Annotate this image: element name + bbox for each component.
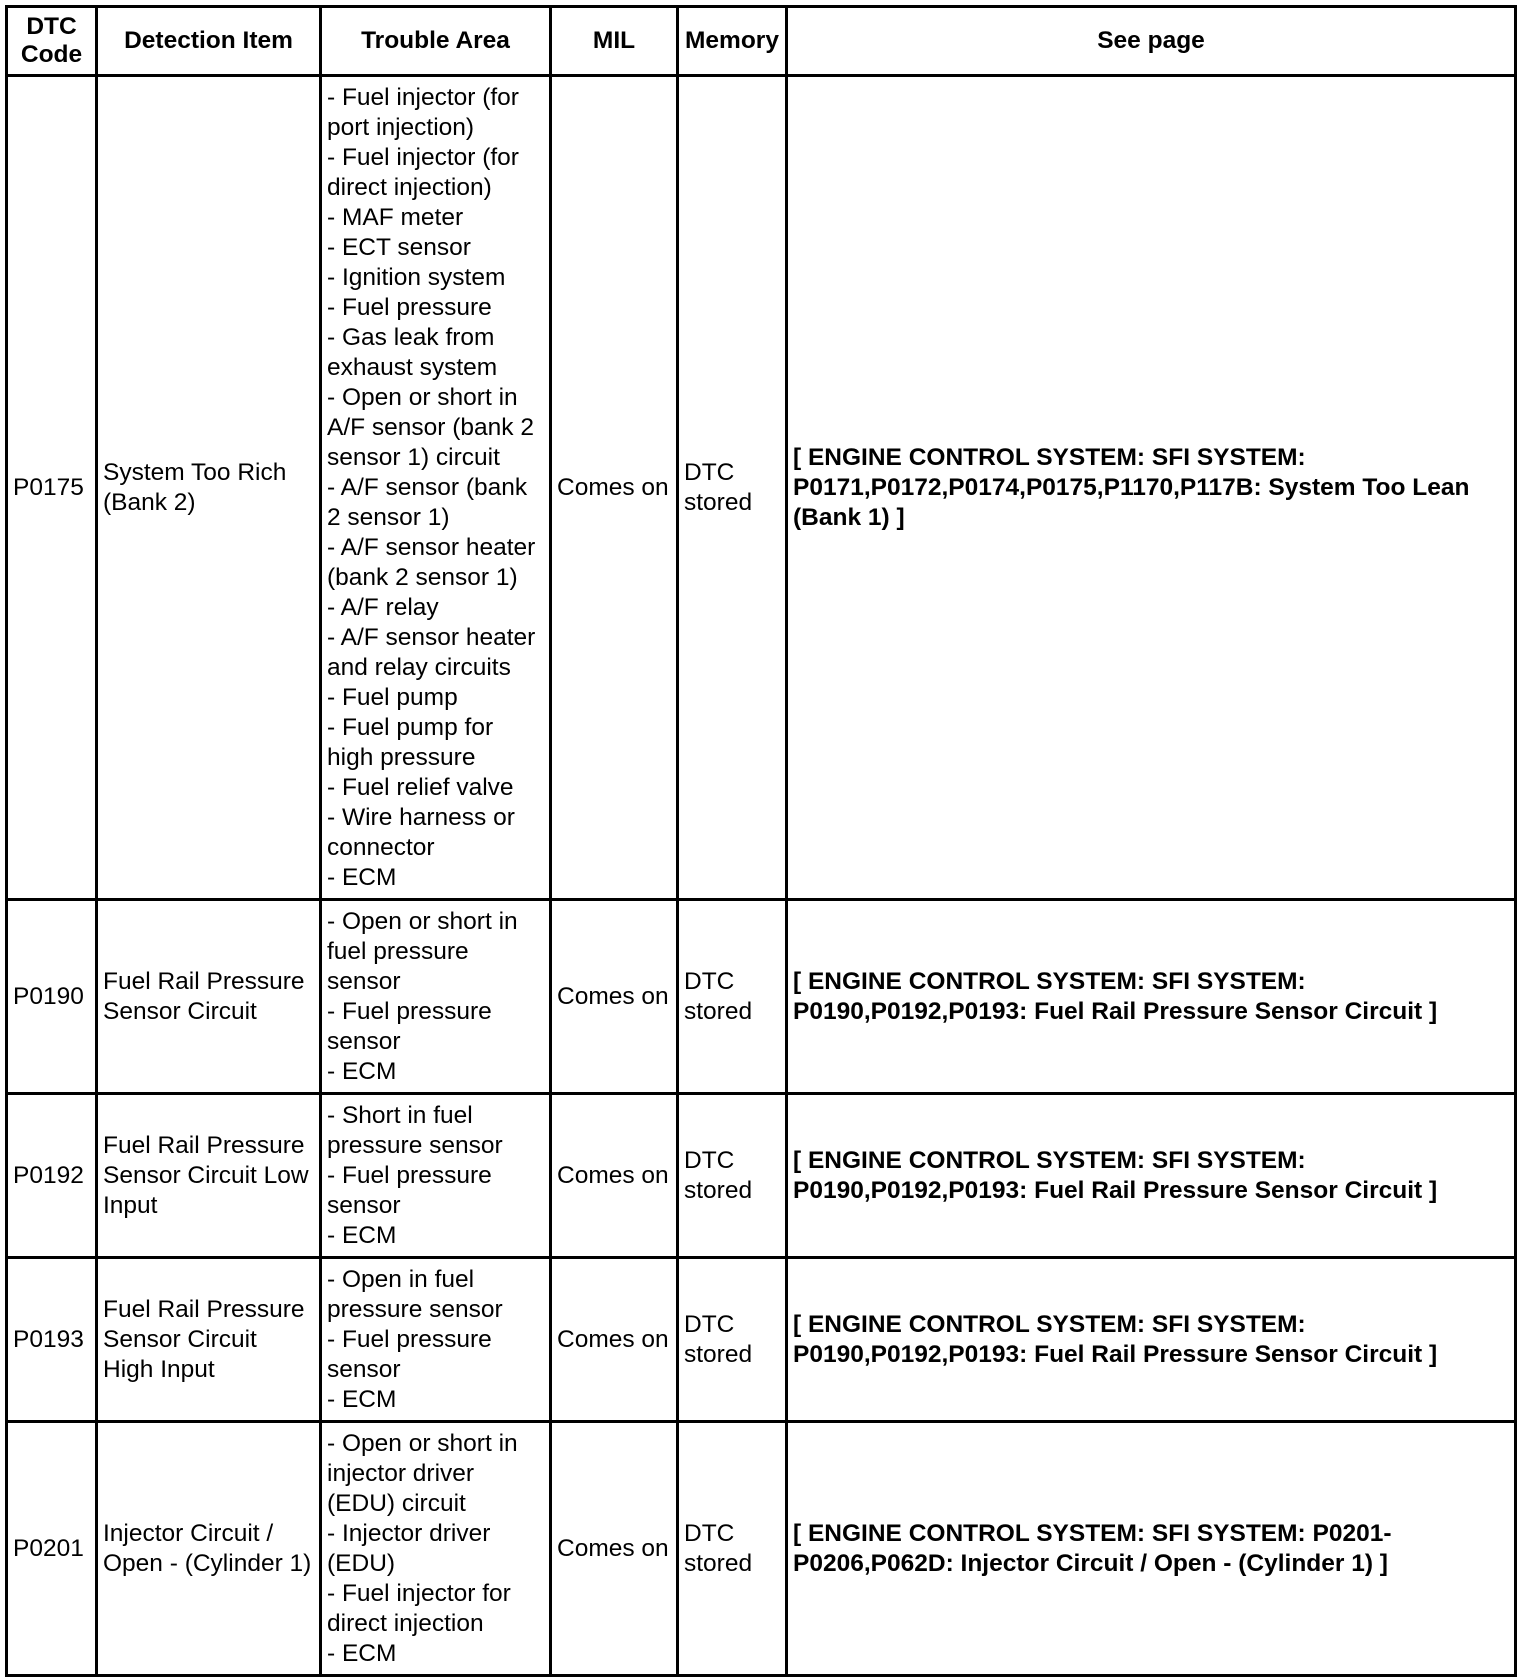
trouble-area-line: 2 sensor 1) [327, 503, 450, 531]
trouble-area-line: - Fuel pressure [327, 1161, 492, 1189]
trouble-area-line: - Fuel pressure [327, 293, 492, 321]
memory-cell: DTC stored [678, 900, 787, 1094]
trouble-area-line: - Ignition system [327, 263, 506, 291]
mil-cell: Comes on [551, 900, 678, 1094]
detection-item-cell: Fuel Rail Pressure Sensor Circuit High Input [97, 1258, 321, 1422]
trouble-area-line: - Fuel injector (for [327, 83, 519, 111]
trouble-area-cell [321, 900, 551, 1094]
trouble-area-line: - ECM [327, 1057, 397, 1085]
trouble-area-line: direct injection) [327, 173, 492, 201]
trouble-area-line: direct injection [327, 1609, 484, 1637]
trouble-area-line: fuel pressure [327, 937, 469, 965]
trouble-area-line: - Injector driver [327, 1519, 491, 1547]
table-row [7, 900, 1516, 1094]
trouble-area-line: (bank 2 sensor 1) [327, 563, 518, 591]
see-page-link[interactable]: [ ENGINE CONTROL SYSTEM: SFI SYSTEM: P0171,P0172,P0174,P0175,P1170,P117B: System Too Lean (Bank 1) ] [787, 76, 1516, 900]
trouble-area-line: - Fuel injector (for [327, 143, 519, 171]
trouble-area-line: (EDU) [327, 1549, 396, 1577]
trouble-area-line: - ECM [327, 1221, 397, 1249]
see-page-link[interactable]: [ ENGINE CONTROL SYSTEM: SFI SYSTEM: P0190,P0192,P0193: Fuel Rail Pressure Sensor Circuit ] [787, 1094, 1516, 1258]
header-memory: Memory [678, 7, 787, 76]
trouble-area-line: - Open or short in [327, 907, 518, 935]
detection-item-cell: System Too Rich (Bank 2) [97, 76, 321, 900]
trouble-area-line: sensor [327, 1191, 401, 1219]
trouble-area-line: - Fuel pump for [327, 713, 494, 741]
trouble-area-line: - ECM [327, 863, 397, 891]
trouble-area-line: - Fuel pump [327, 683, 458, 711]
trouble-area-cell [321, 1258, 551, 1422]
dtc-code-cell: P0175 [7, 76, 97, 900]
table-row [7, 1422, 1516, 1676]
trouble-area-line: injector driver [327, 1459, 475, 1487]
trouble-area-line: - Open in fuel [327, 1265, 475, 1293]
mil-cell: Comes on [551, 1258, 678, 1422]
see-page-link[interactable]: [ ENGINE CONTROL SYSTEM: SFI SYSTEM: P0190,P0192,P0193: Fuel Rail Pressure Sensor Circuit ] [787, 1258, 1516, 1422]
see-page-link[interactable]: [ ENGINE CONTROL SYSTEM: SFI SYSTEM: P0201-P0206,P062D: Injector Circuit / Open - (Cylinder 1) ] [787, 1422, 1516, 1676]
detection-item-cell: Fuel Rail Pressure Sensor Circuit [97, 900, 321, 1094]
trouble-area-line: - Open or short in [327, 1429, 518, 1457]
trouble-area-line: connector [327, 833, 435, 861]
trouble-area-line: - Fuel relief valve [327, 773, 514, 801]
trouble-area-cell [321, 76, 551, 900]
header-detection-item: Detection Item [97, 7, 321, 76]
trouble-area-line: - ECT sensor [327, 233, 471, 261]
trouble-area-line: - Short in fuel [327, 1101, 473, 1129]
memory-cell: DTC stored [678, 1094, 787, 1258]
detection-item-cell: Fuel Rail Pressure Sensor Circuit Low Input [97, 1094, 321, 1258]
trouble-area-line: port injection) [327, 113, 475, 141]
trouble-area-line: - Fuel pressure [327, 997, 492, 1025]
trouble-area-line: - Fuel pressure [327, 1325, 492, 1353]
see-page-link[interactable]: [ ENGINE CONTROL SYSTEM: SFI SYSTEM: P0190,P0192,P0193: Fuel Rail Pressure Sensor Circuit ] [787, 900, 1516, 1094]
header-dtc-code: DTC Code [7, 7, 97, 76]
trouble-area-line: - Wire harness or [327, 803, 515, 831]
trouble-area-line: - Fuel injector for [327, 1579, 511, 1607]
trouble-area-line: high pressure [327, 743, 476, 771]
header-see-page: See page [787, 7, 1516, 76]
header-trouble-area: Trouble Area [321, 7, 551, 76]
detection-item-cell: Injector Circuit / Open - (Cylinder 1) [97, 1422, 321, 1676]
mil-cell: Comes on [551, 1094, 678, 1258]
trouble-area-line: - A/F sensor (bank [327, 473, 528, 501]
trouble-area-line: pressure sensor [327, 1131, 503, 1159]
memory-cell: DTC stored [678, 76, 787, 900]
memory-cell: DTC stored [678, 1258, 787, 1422]
trouble-area-line: - MAF meter [327, 203, 464, 231]
table-row [7, 1094, 1516, 1258]
trouble-area-line: - A/F sensor heater [327, 533, 536, 561]
dtc-code-cell: P0201 [7, 1422, 97, 1676]
table-row [7, 76, 1516, 900]
trouble-area-cell [321, 1094, 551, 1258]
trouble-area-line: sensor [327, 967, 401, 995]
trouble-area-line: sensor [327, 1027, 401, 1055]
header-mil: MIL [551, 7, 678, 76]
trouble-area-cell [321, 1422, 551, 1676]
trouble-area-line: - A/F sensor heater [327, 623, 536, 651]
trouble-area-line: - Open or short in [327, 383, 518, 411]
dtc-code-cell: P0193 [7, 1258, 97, 1422]
trouble-area-line: and relay circuits [327, 653, 511, 681]
trouble-area-line: sensor [327, 1355, 401, 1383]
trouble-area-line: A/F sensor (bank 2 [327, 413, 534, 441]
trouble-area-line: (EDU) circuit [327, 1489, 466, 1517]
trouble-area-line: pressure sensor [327, 1295, 503, 1323]
mil-cell: Comes on [551, 76, 678, 900]
memory-cell: DTC stored [678, 1422, 787, 1676]
table-row [7, 1258, 1516, 1422]
dtc-table [5, 5, 1517, 1677]
trouble-area-line: - Gas leak from [327, 323, 495, 351]
trouble-area-line: - A/F relay [327, 593, 439, 621]
trouble-area-line: exhaust system [327, 353, 498, 381]
trouble-area-line: sensor 1) circuit [327, 443, 500, 471]
header-row [7, 7, 1516, 76]
trouble-area-line: - ECM [327, 1639, 397, 1667]
trouble-area-line: - ECM [327, 1385, 397, 1413]
mil-cell: Comes on [551, 1422, 678, 1676]
dtc-code-cell: P0190 [7, 900, 97, 1094]
dtc-code-cell: P0192 [7, 1094, 97, 1258]
